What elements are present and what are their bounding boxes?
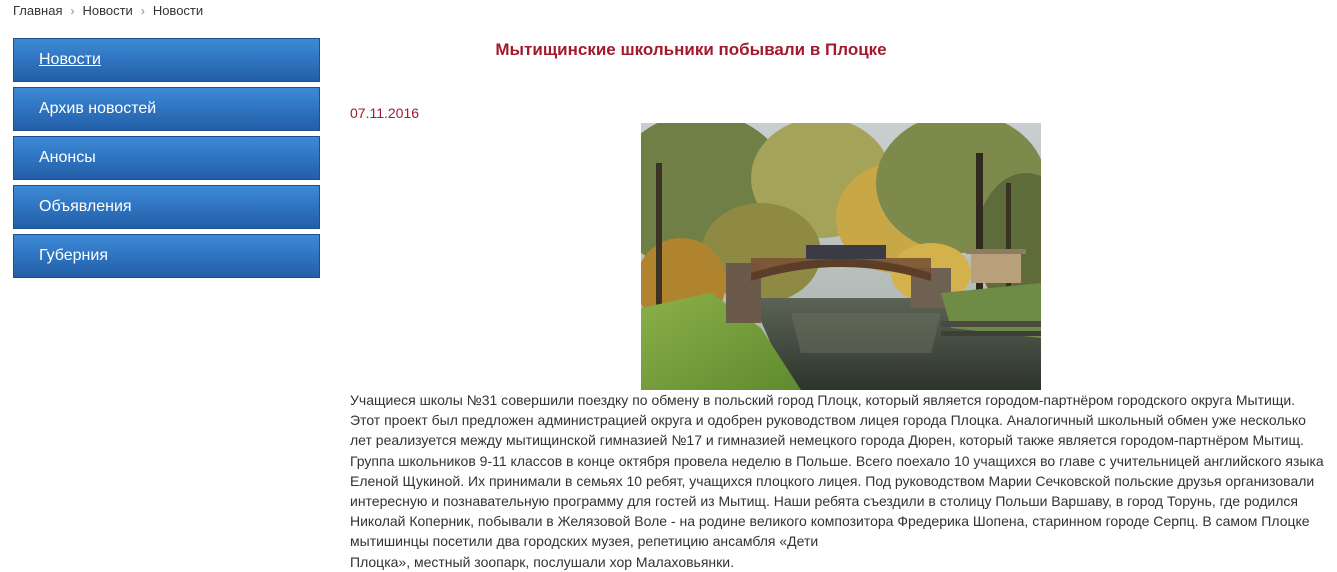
sidebar-item-label: Губерния	[39, 247, 108, 264]
article-paragraph: Учащиеся школы №31 совершили поездку по обмену в польский город Плоцк, который является городом-партнёром городского округа Мытищи. Этот проект был предложен администрацией округа и одобрен руководством лицея города Плоцка. Аналогичный школьный обмен уже несколько лет реализуется между мытищинской гимназией №17 и гимназией немецкого города Дюрен, который также является городом-партнёром Мытищ. Группа школьников 9-11 классов в конце октября провела неделю в Польше. Всего поехало 10 учащихся во главе с учительницей английского языка Еленой Щукиной. Их принимали в семьях 10 ребят, учащихся плоцкого лицея. Под руководством Марии Сечковской польские друзья организовали интересную и познавательную программу для гостей из Мытищ. Наши ребята съездили в столицу Польши Варшаву, в город Торунь, где родился Николай Коперник, побывали в Желязовой Воле - на родине великого композитора Фредерика Шопена, старинном городе Серпц. В самом Плоцке мытишинцы посетили два городских музея, репетицию ансамбля «Дети	[350, 392, 1324, 550]
sidebar-item-news[interactable]	[13, 38, 320, 82]
sidebar-item-notices[interactable]	[13, 185, 320, 229]
sidebar-item-announcements[interactable]	[13, 136, 320, 180]
sidebar-menu	[13, 38, 320, 283]
breadcrumb	[13, 3, 203, 18]
sidebar-item-gubernia[interactable]	[13, 234, 320, 278]
article-paragraph-cont: Плоцка», местный зоопарк, послушали хор Малаховьянки.	[350, 553, 735, 570]
sidebar-item-label: Архив новостей	[39, 100, 157, 117]
sidebar-item-label: Объявления	[39, 198, 132, 215]
article-date: 07.11.2016	[350, 105, 420, 121]
page-title: Мытищинские школьники побывали в Плоцке	[495, 40, 887, 59]
sidebar-item-news-archive[interactable]	[13, 87, 320, 131]
chevron-right-icon: ›	[70, 4, 75, 18]
breadcrumb-home-link[interactable]: Главная	[13, 3, 63, 18]
park-bridge-photo	[641, 123, 1041, 390]
article-photo	[641, 123, 1041, 390]
sidebar-item-label: Новости	[39, 51, 101, 68]
article-body	[350, 390, 1325, 572]
breadcrumb-current: Новости	[152, 3, 204, 18]
sidebar-item-label: Анонсы	[39, 149, 96, 166]
chevron-right-icon: ›	[140, 4, 145, 18]
breadcrumb-news-link[interactable]: Новости	[82, 3, 133, 18]
